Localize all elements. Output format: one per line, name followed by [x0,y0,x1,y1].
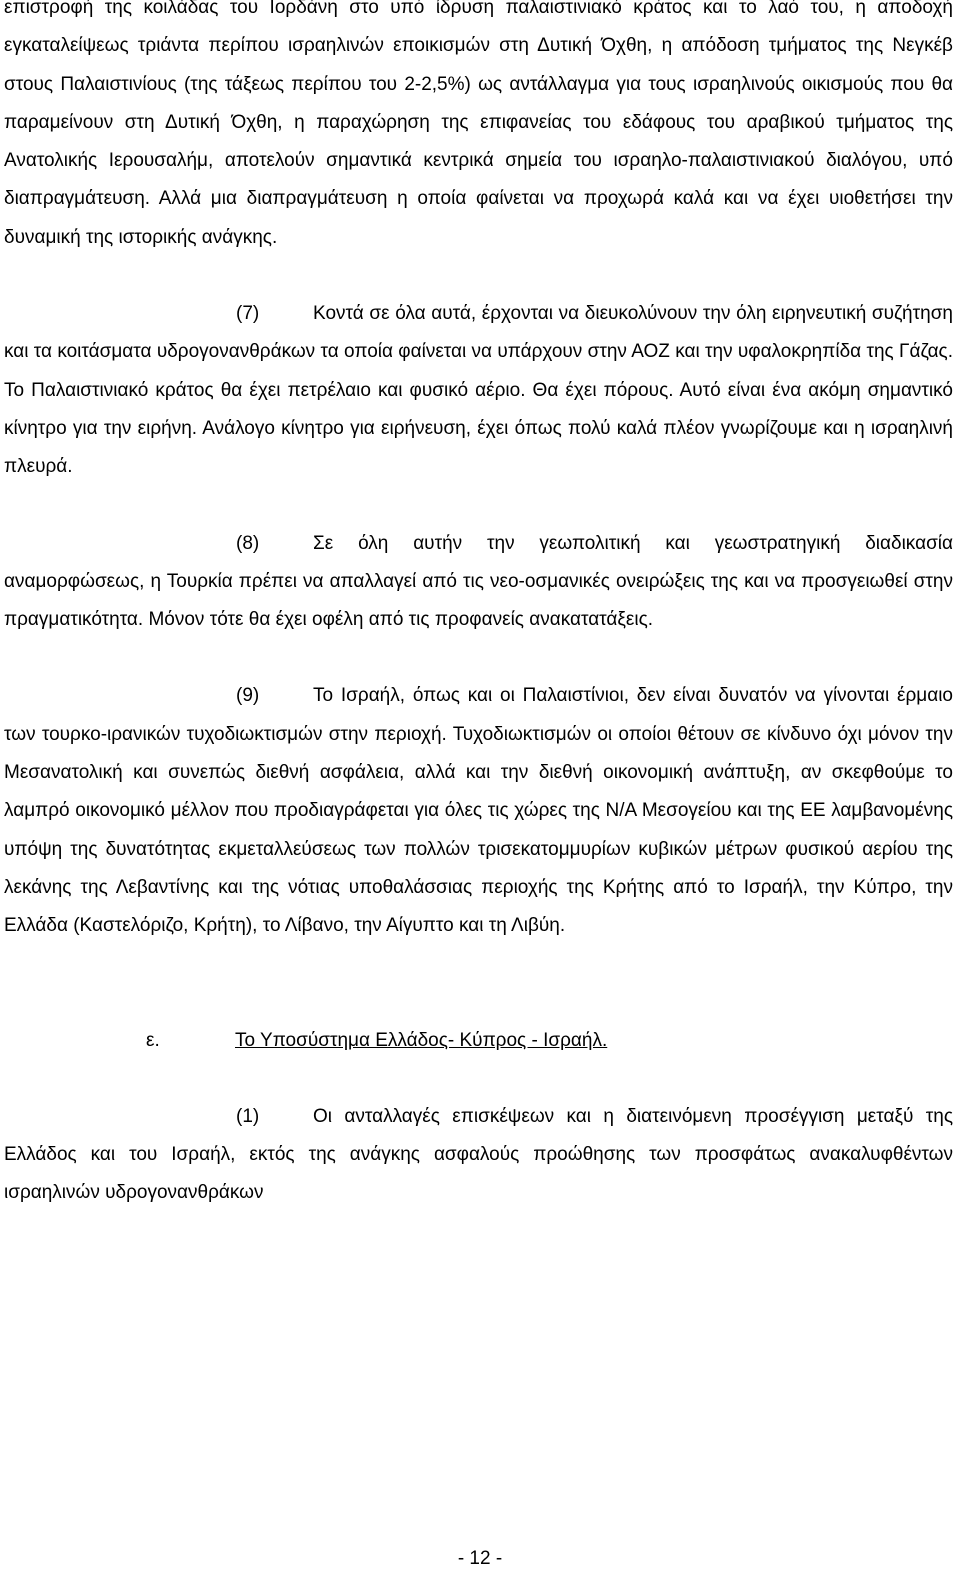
paragraph-text: Κοντά σε όλα αυτά, έρχονται να διευκολύνουν την όλη ειρηνευτική συζήτηση και τα κοιτάσματα υδρογονανθράκων τα οποία φαίνεται να υπάρχουν στην ΑΟΖ και την υφαλοκρηπίδα της Γάζας. Το Παλαιστινιακό κράτος θα έχει πετρέλαιο και φυσικό αέριο. Θα έχει πόρους. Αυτό είναι ένα ακόμη σημαντικό κίνητρο για την ειρήνη. Ανάλογο κίνητρο για ειρήνευση, έχει όπως πολύ καλά πλέον γνωρίζουμε και η ισραηλινή πλευρά. [4,303,953,478]
paragraph-gap [4,946,953,984]
paragraph-number: (1) [236,1105,260,1127]
paragraph-text: Σε όλη αυτήν την γεωπολιτική και γεωστρατηγική διαδικασία αναμορφώσεως, η Τουρκία πρέπει να απαλλαγεί από τις νεο-οσμανικές ονειρώξεις της και να προσγειωθεί στην πραγματικότητα. Μόνον τότε θα έχει οφέλη από τις προφανείς ανακατατάξεις. [4,532,953,631]
paragraph-gap [4,257,953,295]
section-letter: ε. [146,1029,160,1051]
paragraph-continued [4,0,953,257]
document-page [4,0,953,1582]
paragraph-section-1 [4,1098,953,1213]
paragraph-text: Οι ανταλλαγές επισκέψεων και η διατεινόμενη προσέγγιση μεταξύ της Ελλάδος και του Ισραήλ, εκτός της ανάγκης ασφαλούς προώθησης των προσφάτως ανακαλυφθέντων ισραηλινών υδρογονανθράκων [4,1105,953,1204]
paragraph-text: Το Ισραήλ, όπως και οι Παλαιστίνιοι, δεν είναι δυνατόν να γίνονται έρμαιο των τουρκο-ιρανικών τυχοδιωκτισμών στην περιοχή. Τυχοδιωκτισμών οι οποίοι θέτουν σε κίνδυνο όχι μόνον την Μεσανατολική και συνεπώς διεθνή ασφάλεια, αλλά και την διεθνή οικονομική ανάπτυξη, αν σκεφθούμε το λαμπρό οικονομικό μέλλον που προδιαγράφεται για όλες τις χώρες της Ν/Α Μεσογείου και της ΕΕ λαμβανομένης υπόψη της δυνατότητας εκμεταλλεύσεως των πολλών τρισεκατομμυρίων κυβικών μέτρων φυσικού αερίου της λεκάνης της Λεβαντίνης και της νότιας υποθαλάσσιας περιοχής της Κρήτης από το Ισραήλ, την Κύπρο, την Ελλάδα (Καστελόριζο, Κρήτη), το Λίβανο, την Αίγυπτο και τη Λιβύη. [4,685,953,937]
section-heading [4,1022,953,1060]
paragraph-gap [4,1060,953,1098]
paragraph-text: επιστροφή της κοιλάδας του Ιορδάνη στο υπό ίδρυση παλαιστινιακό κράτος και το λαό του, η αποδοχή εγκαταλείψεως τριάντα περίπου ισραηλινών εποικισμών στη Δυτική Όχθη, η απόδοση τμήματος της Νεγκέβ στους Παλαιστινίους (της τάξεως περίπου του 2-2,5%) ως αντάλλαγμα για τους ισραηλινούς οικισμούς που θα παραμείνουν στη Δυτική Όχθη, η παραχώρηση της επιφανείας του εδάφους του αραβικού τμήματος της Ανατολικής Ιερουσαλήμ, αποτελούν σημαντικά κεντρικά σημεία του ισραηλο-παλαιστινιακού διαλόγου, υπό διαπραγμάτευση. Αλλά μια διαπραγμάτευση η οποία φαίνεται να προχωρά καλά και να έχει υιοθετήσει την δυναμική της ιστορικής ανάγκης. [4,0,953,248]
paragraph-gap [4,984,953,1022]
paragraph-8 [4,525,953,640]
paragraph-number: (9) [236,685,260,707]
section-title: Το Υποσύστημα Ελλάδος- Κύπρος - Ισραήλ. [235,1029,608,1051]
paragraph-gap [4,639,953,677]
paragraph-gap [4,487,953,525]
paragraph-9 [4,677,953,945]
paragraph-7 [4,295,953,486]
paragraph-number: (8) [236,532,260,554]
page-number: - 12 - [457,1548,503,1569]
paragraph-number: (7) [236,303,260,325]
